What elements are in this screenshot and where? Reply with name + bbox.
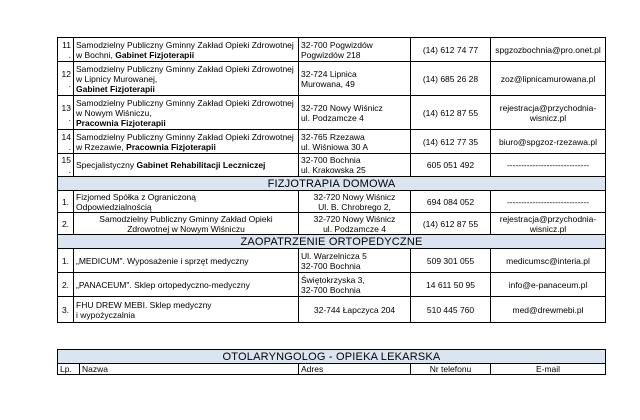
facility-address: Świętokrzyska 3, 32-700 Bochnia [299,273,411,297]
facility-email: ----------------------------- [491,154,606,177]
column-header-row [58,364,606,375]
facility-name [74,154,299,177]
facility-name-text: Samodzielny Publiczny Gminny Zakład Opieki Zdrowotnej w Bochni, [76,39,294,60]
column-header-lp: Lp. [58,364,80,375]
table-row [58,154,606,177]
table-row [58,273,606,297]
facility-address: 32-744 Łapczyca 204 [299,297,411,323]
facility-unit: Pracownia Fizjoterapii [76,117,166,128]
row-number: 13. [58,96,74,130]
facility-name: Fizjomed Spółka z Ograniczoną Odpowiedzialnością [74,191,299,213]
facility-email: biuro@spgzoz-rzezawa.pl [491,130,606,154]
facility-email: ----------------------------- [491,191,606,213]
table-row [58,62,606,96]
section-title-ortho: ZAOPATRZENIE ORTOPEDYCZNE [58,235,606,249]
facility-email: rejestracja@przychodnia- wisnicz.pl [491,213,606,235]
table-row [58,213,606,235]
facility-address: 32-724 Lipnica Murowana, 49 [299,62,411,96]
facility-address: 32-720 Nowy Wiśnicz ul. Podzamcze 4 [299,96,411,130]
facility-email: spgzozbochnia@pro.onet.pl [491,38,606,62]
facility-email: info@e-panaceum.pl [491,273,606,297]
facility-unit: Gabinet Fizjoterapii [76,83,155,94]
facility-phone: (14) 612 87 55 [411,213,491,235]
physiotherapy-rows [58,38,606,323]
section-title-otol: OTOLARYNGOLOG - OPIEKA LEKARSKA [58,350,606,364]
section-title-home: FIZJOTRAPIA DOMOWA [58,177,606,191]
table-row [58,191,606,213]
facility-address: Ul. Warzelnicza 5 32-700 Bochnia [299,249,411,273]
row-number: 12. [58,62,74,96]
facility-name-text: Specjalistyczny [76,160,137,170]
section-header-row [58,177,606,191]
facility-phone: 694 084 052 [411,191,491,213]
facility-name [74,96,299,130]
row-number: 1. [58,249,74,273]
facility-phone: (14) 612 74 77 [411,38,491,62]
facility-email: zoz@lipnicamurowana.pl [491,62,606,96]
row-number: 2. [58,273,74,297]
column-header-name: Nazwa [80,364,299,375]
table-row [58,297,606,323]
column-header-email: E-mail [491,364,606,375]
facility-name [74,62,299,96]
facility-name: FHU DREW MEBI. Sklep medyczny i wypożyczalnia [74,297,299,323]
table-row [58,38,606,62]
facility-phone: 605 051 492 [411,154,491,177]
row-number: 14. [58,130,74,154]
facility-address: 32-700 Bochnia ul. Krakowska 25 [299,154,411,177]
facility-phone: (14) 612 77 35 [411,130,491,154]
section-header-row [58,235,606,249]
facility-email: rejestracja@przychodnia- wisnicz.pl [491,96,606,130]
row-number: 2. [58,213,74,235]
facility-address: 32-720 Nowy Wiśnicz Ul. B. Chrobrego 2, [299,191,411,213]
table-row [58,249,606,273]
section-header-row [58,350,606,364]
facility-address: 32-720 Nowy Wiśnicz ul. Podzamcze 4 [299,213,411,235]
facility-name: „PANACEUM". Sklep ortopedyczno-medyczny [74,273,299,297]
column-header-phone: Nr telefonu [411,364,491,375]
facility-name-text: Samodzielny Publiczny Gminny Zakład Opieki Zdrowotnej w Nowym Wiśniczu, [76,97,294,118]
facility-phone: (14) 612 87 55 [411,96,491,130]
facility-name-text: Samodzielny Publiczny Gminny Zakład Opieki Zdrowotnej w Lipnicy Murowanej, [76,63,294,84]
facility-address: 32-765 Rzezawa ul. Wiśniowa 30 A [299,130,411,154]
otolaryngology-table [57,349,606,375]
facility-name: Samodzielny Publiczny Gminny Zakład Opieki Zdrowotnej w Nowym Wiśniczu [74,213,299,235]
facility-name [74,38,299,62]
facilities-table [57,37,606,323]
facility-unit: Gabinet Fizjoterapii [115,49,195,60]
row-number: 15. [58,154,74,177]
facility-phone: 510 445 760 [411,297,491,323]
facility-email: med@drewmebi.pl [491,297,606,323]
facility-name [74,130,299,154]
row-number: 11. [58,38,74,62]
facility-unit: Pracownia Fizjoterapii [126,141,216,152]
facility-address: 32-700 Pogwizdów Pogwizdów 218 [299,38,411,62]
facility-name: „MEDICUM". Wyposażenie i sprzęt medyczny [74,249,299,273]
row-number: 1. [58,191,74,213]
facility-phone: (14) 685 26 28 [411,62,491,96]
facility-email: medicumsc@interia.pl [491,249,606,273]
table-row [58,96,606,130]
facility-name-text: Samodzielny Publiczny Gminny Zakład Opieki Zdrowotnej w Rzezawie, [76,131,294,152]
facility-unit: Gabinet Rehabilitacji Leczniczej [136,160,266,170]
table-row [58,130,606,154]
column-header-address: Adres [299,364,411,375]
facility-phone: 509 301 055 [411,249,491,273]
facility-phone: 14 611 50 95 [411,273,491,297]
row-number: 3. [58,297,74,323]
